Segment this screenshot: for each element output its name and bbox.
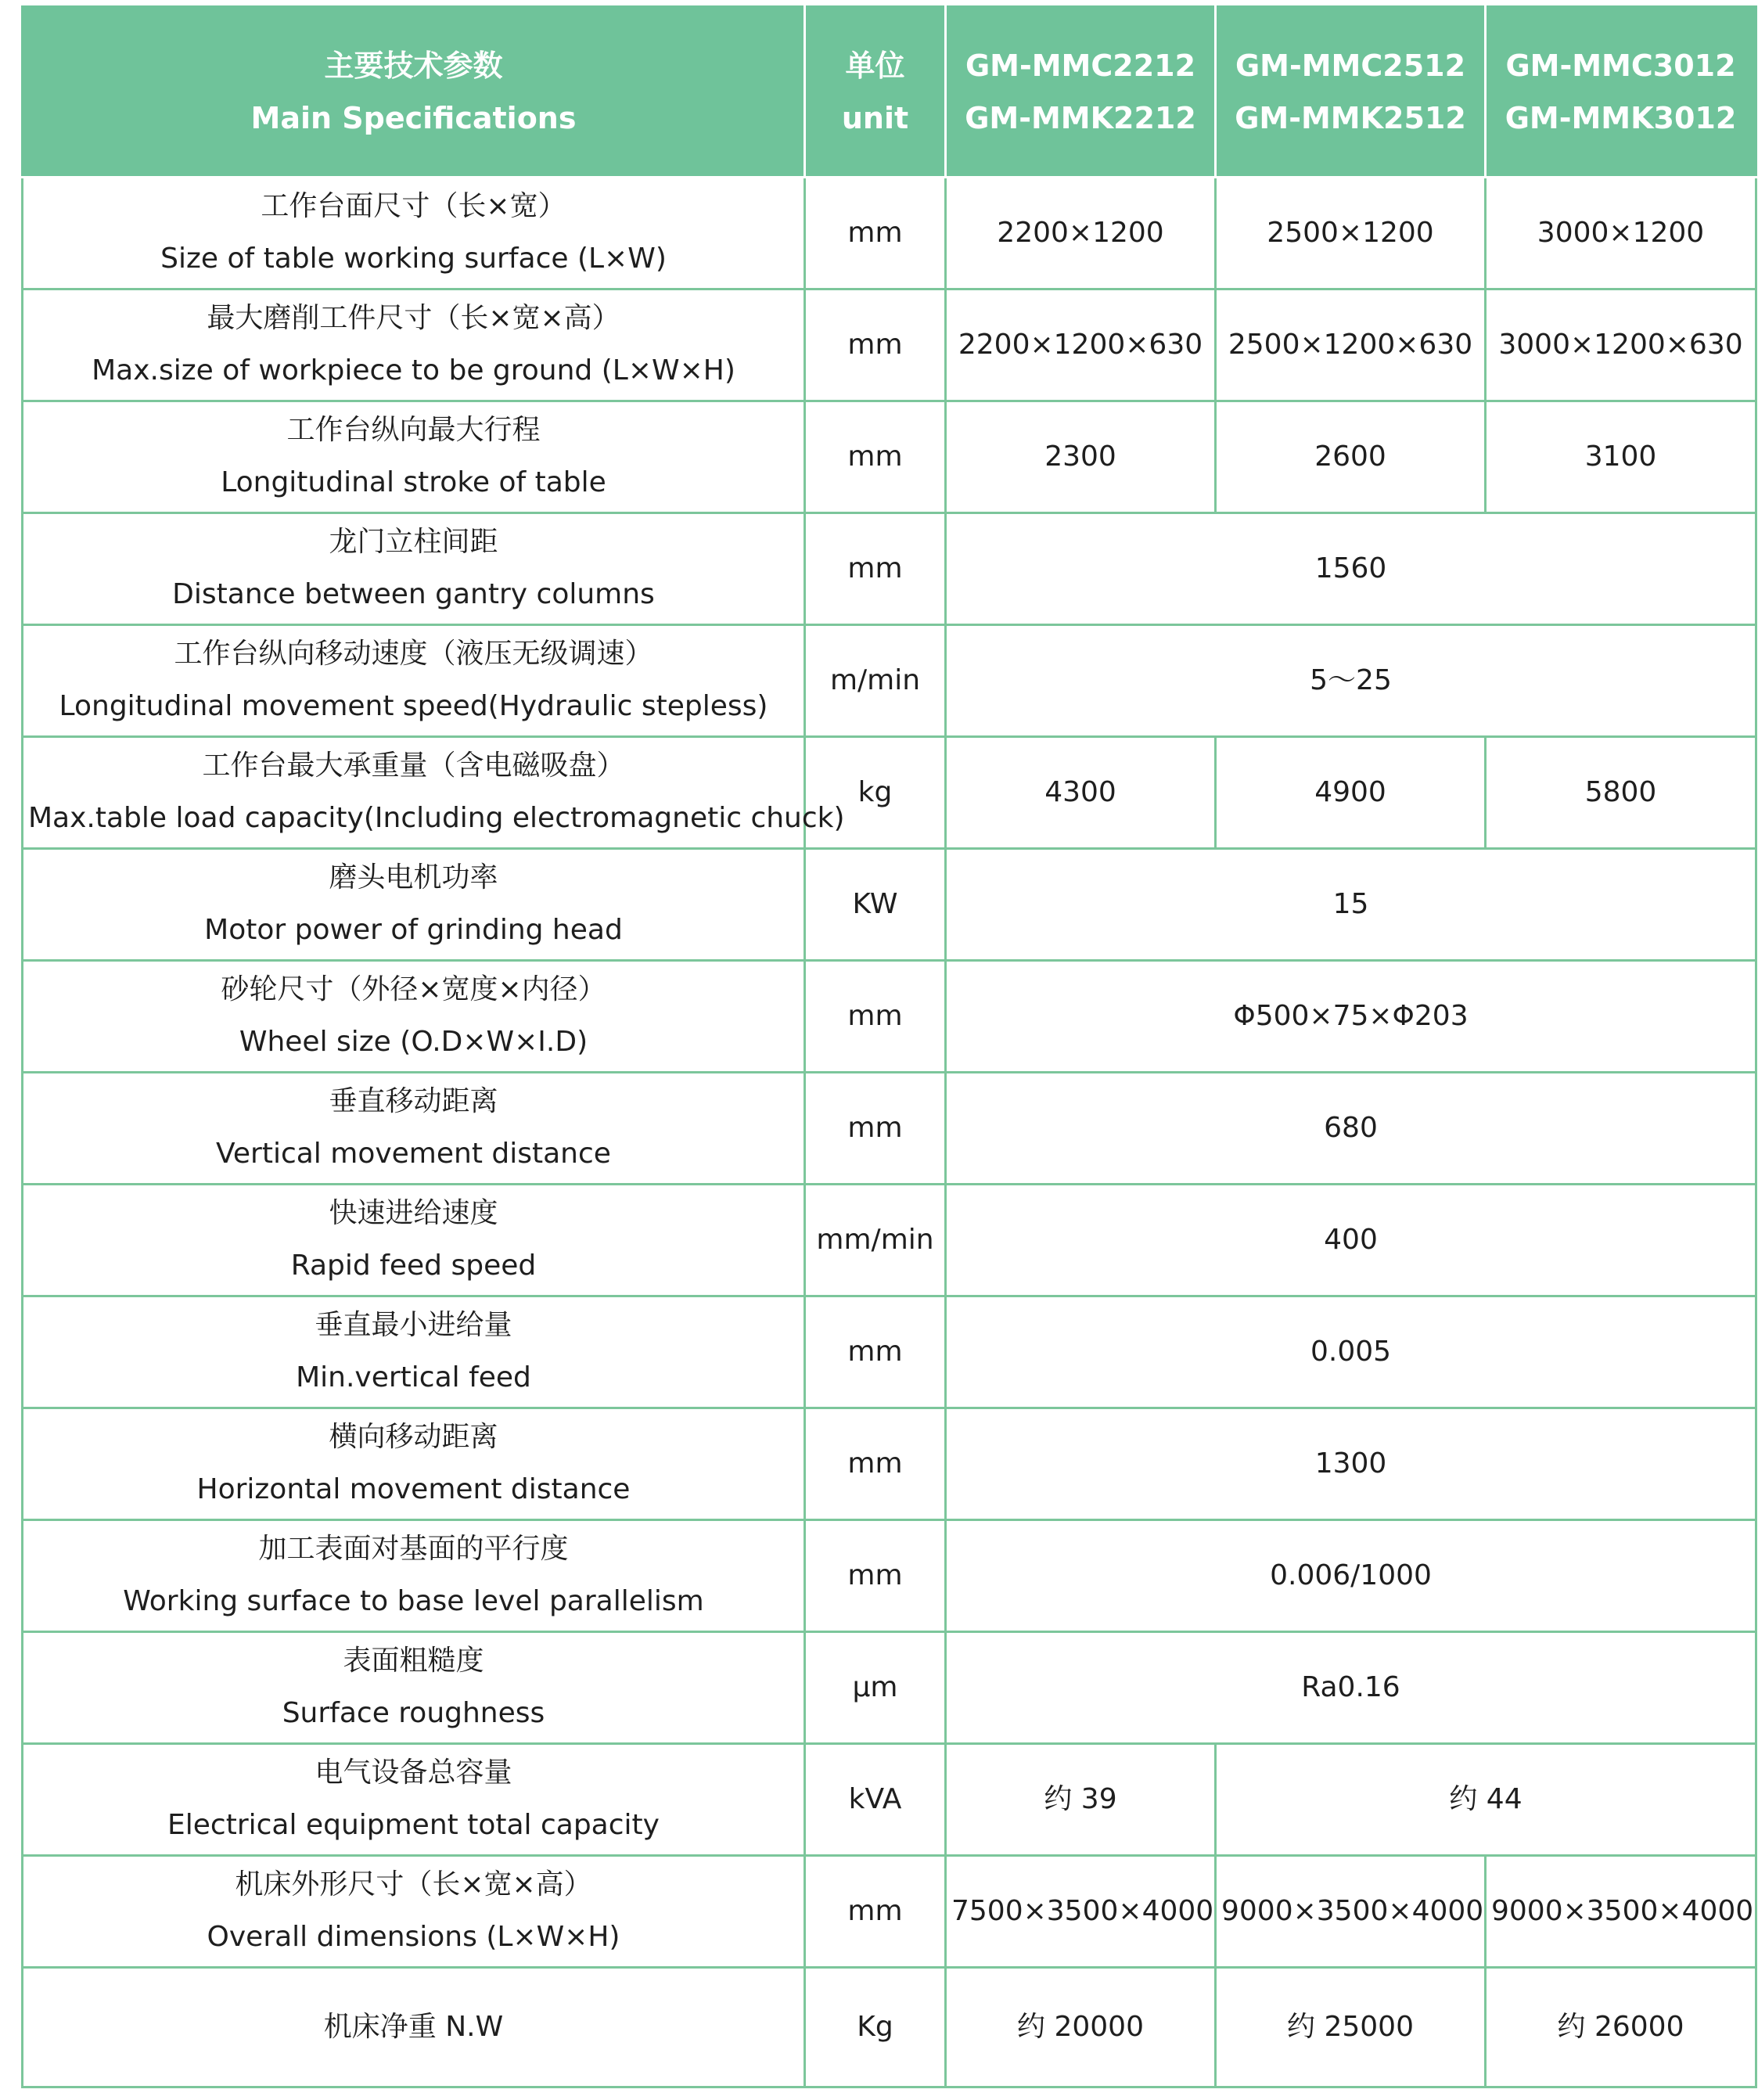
unit-cell: mm	[805, 1408, 946, 1520]
value-cell: 2500×1200×630	[1216, 289, 1486, 401]
spec-name-en: Longitudinal stroke of table	[221, 466, 606, 498]
spec-name-en: Longitudinal movement speed(Hydraulic stepless)	[59, 690, 768, 722]
unit-cell: mm	[805, 1296, 946, 1408]
unit-cell: m/min	[805, 625, 946, 737]
spec-name-en: Size of table working surface (L×W)	[160, 243, 667, 275]
spec-name-cn: 工作台纵向移动速度（液压无级调速）	[174, 638, 653, 671]
spec-name-en: Surface roughness	[282, 1697, 545, 1729]
header-model-3	[1486, 7, 1756, 178]
value-cell: 0.005	[946, 1296, 1756, 1408]
header-model-3-line1: GM-MMC3012	[1505, 49, 1736, 83]
spec-name-cell	[23, 513, 805, 625]
header-spec	[23, 7, 805, 178]
table-row	[23, 625, 1756, 737]
spec-name-en: Min.vertical feed	[296, 1361, 531, 1393]
unit-cell: mm	[805, 1856, 946, 1968]
table-row	[23, 737, 1756, 849]
spec-name-cell	[23, 178, 805, 289]
value-cell: 3100	[1486, 401, 1756, 513]
spec-name-cell	[23, 1632, 805, 1744]
value-cell: 2500×1200	[1216, 178, 1486, 289]
spec-name-en: Electrical equipment total capacity	[167, 1809, 660, 1841]
spec-name-cell	[23, 1296, 805, 1408]
table-row	[23, 961, 1756, 1073]
value-cell: 3000×1200	[1486, 178, 1756, 289]
unit-cell: kg	[805, 737, 946, 849]
spec-name-cell	[23, 849, 805, 961]
spec-body	[23, 178, 1756, 2087]
table-row	[23, 401, 1756, 513]
spec-name-en: Rapid feed speed	[290, 1250, 537, 1282]
table-row	[23, 1073, 1756, 1185]
spec-name-en: Vertical movement distance	[216, 1138, 611, 1170]
spec-name-cn: 砂轮尺寸（外径×宽度×内径）	[221, 973, 606, 1006]
value-cell: 4300	[946, 737, 1216, 849]
value-cell: 约 26000	[1486, 1968, 1756, 2087]
unit-cell: mm	[805, 401, 946, 513]
value-cell: 2300	[946, 401, 1216, 513]
value-cell: 2200×1200	[946, 178, 1216, 289]
spec-name-cell	[23, 961, 805, 1073]
value-cell: 约 44	[1216, 1744, 1756, 1856]
header-row	[23, 7, 1756, 178]
header-unit-cn: 单位	[845, 49, 905, 83]
value-cell: 7500×3500×4000	[946, 1856, 1216, 1968]
spec-name-en: Wheel size (O.D×W×I.D)	[239, 1026, 588, 1058]
unit-cell: KW	[805, 849, 946, 961]
spec-name-cell	[23, 1744, 805, 1856]
header-spec-cn: 主要技术参数	[324, 49, 503, 83]
unit-cell: mm	[805, 961, 946, 1073]
header-model-1	[946, 7, 1216, 178]
header-model-2	[1216, 7, 1486, 178]
table-row	[23, 1632, 1756, 1744]
spec-name-cell	[23, 289, 805, 401]
value-cell: 0.006/1000	[946, 1520, 1756, 1632]
header-model-1-line1: GM-MMC2212	[965, 49, 1196, 83]
value-cell: 约 39	[946, 1744, 1216, 1856]
unit-cell: mm	[805, 1073, 946, 1185]
spec-name-cn: 最大磨削工件尺寸（长×宽×高）	[207, 302, 620, 335]
value-cell: Ra0.16	[946, 1632, 1756, 1744]
unit-cell: kVA	[805, 1744, 946, 1856]
value-cell: 9000×3500×4000	[1486, 1856, 1756, 1968]
spec-name-cell	[23, 1408, 805, 1520]
unit-cell: mm	[805, 178, 946, 289]
header-unit-en: unit	[841, 100, 909, 135]
spec-name-en: Overall dimensions (L×W×H)	[207, 1921, 620, 1953]
value-cell: 约 20000	[946, 1968, 1216, 2087]
header-unit	[805, 7, 946, 178]
value-cell: 680	[946, 1073, 1756, 1185]
value-cell: 400	[946, 1185, 1756, 1296]
spec-name-cell	[23, 1520, 805, 1632]
table-row	[23, 178, 1756, 289]
value-cell: 3000×1200×630	[1486, 289, 1756, 401]
spec-name-cell	[23, 1185, 805, 1296]
table-row	[23, 1408, 1756, 1520]
spec-name-cn: 加工表面对基面的平行度	[258, 1533, 569, 1566]
unit-cell: mm	[805, 1520, 946, 1632]
spec-name-cell	[23, 1856, 805, 1968]
spec-name-cell	[23, 737, 845, 849]
table-row	[23, 1296, 1756, 1408]
value-cell: 1300	[946, 1408, 1756, 1520]
table-row	[23, 1856, 1756, 1968]
table-row	[23, 849, 1756, 961]
spec-name-cn: 垂直最小进给量	[315, 1309, 512, 1342]
unit-cell: mm/min	[805, 1185, 946, 1296]
value-cell: 9000×3500×4000	[1216, 1856, 1486, 1968]
spec-name-cn: 电气设备总容量	[315, 1757, 512, 1789]
value-cell: 2600	[1216, 401, 1486, 513]
spec-name-cn: 机床净重 N.W	[323, 2010, 504, 2043]
spec-name-en: Horizontal movement distance	[196, 1473, 631, 1505]
table-row	[23, 1968, 1756, 2087]
header-model-2-line1: GM-MMC2512	[1235, 49, 1466, 83]
spec-name-cn: 工作台最大承重量（含电磁吸盘）	[202, 750, 625, 782]
value-cell: 1560	[946, 513, 1756, 625]
value-cell: 约 25000	[1216, 1968, 1486, 2087]
spec-name-cell	[23, 1968, 805, 2087]
table-row	[23, 513, 1756, 625]
spec-name-cn: 工作台面尺寸（长×宽）	[261, 190, 566, 223]
header-model-2-line2: GM-MMK2512	[1235, 100, 1466, 135]
table-row	[23, 289, 1756, 401]
header-spec-en: Main Specifications	[250, 100, 577, 135]
table-row	[23, 1744, 1756, 1856]
spec-name-cn: 垂直移动距离	[329, 1085, 498, 1118]
value-cell: 15	[946, 849, 1756, 961]
value-cell: 4900	[1216, 737, 1486, 849]
spec-name-en: Working surface to base level parallelism	[123, 1585, 704, 1617]
unit-cell: Kg	[805, 1968, 946, 2087]
unit-cell: mm	[805, 513, 946, 625]
unit-cell: μm	[805, 1632, 946, 1744]
table-row	[23, 1185, 1756, 1296]
spec-name-cn: 表面粗糙度	[343, 1645, 484, 1677]
unit-cell: mm	[805, 289, 946, 401]
value-cell: 5800	[1486, 737, 1756, 849]
spec-name-cn: 横向移动距离	[329, 1421, 498, 1454]
header-model-3-line2: GM-MMK3012	[1505, 100, 1737, 135]
value-cell: 5～25	[946, 625, 1756, 737]
spec-table	[21, 5, 1757, 2088]
spec-name-en: Max.size of workpiece to be ground (L×W×H)	[92, 354, 735, 387]
spec-name-cn: 机床外形尺寸（长×宽×高）	[235, 1868, 592, 1901]
spec-name-cell	[23, 401, 805, 513]
spec-name-cn: 磨头电机功率	[329, 861, 498, 894]
spec-name-cn: 快速进给速度	[329, 1197, 498, 1230]
header-model-1-line2: GM-MMK2212	[965, 100, 1196, 135]
spec-name-cell	[23, 625, 805, 737]
spec-name-cn: 龙门立柱间距	[329, 526, 498, 559]
spec-name-cn: 工作台纵向最大行程	[286, 414, 541, 447]
table-row	[23, 1520, 1756, 1632]
spec-name-cell	[23, 1073, 805, 1185]
spec-name-en: Max.table load capacity(Including electromagnetic chuck)	[28, 802, 845, 834]
value-cell: Φ500×75×Φ203	[946, 961, 1756, 1073]
spec-name-en: Distance between gantry columns	[172, 578, 655, 610]
spec-name-en: Motor power of grinding head	[204, 914, 623, 946]
value-cell: 2200×1200×630	[946, 289, 1216, 401]
